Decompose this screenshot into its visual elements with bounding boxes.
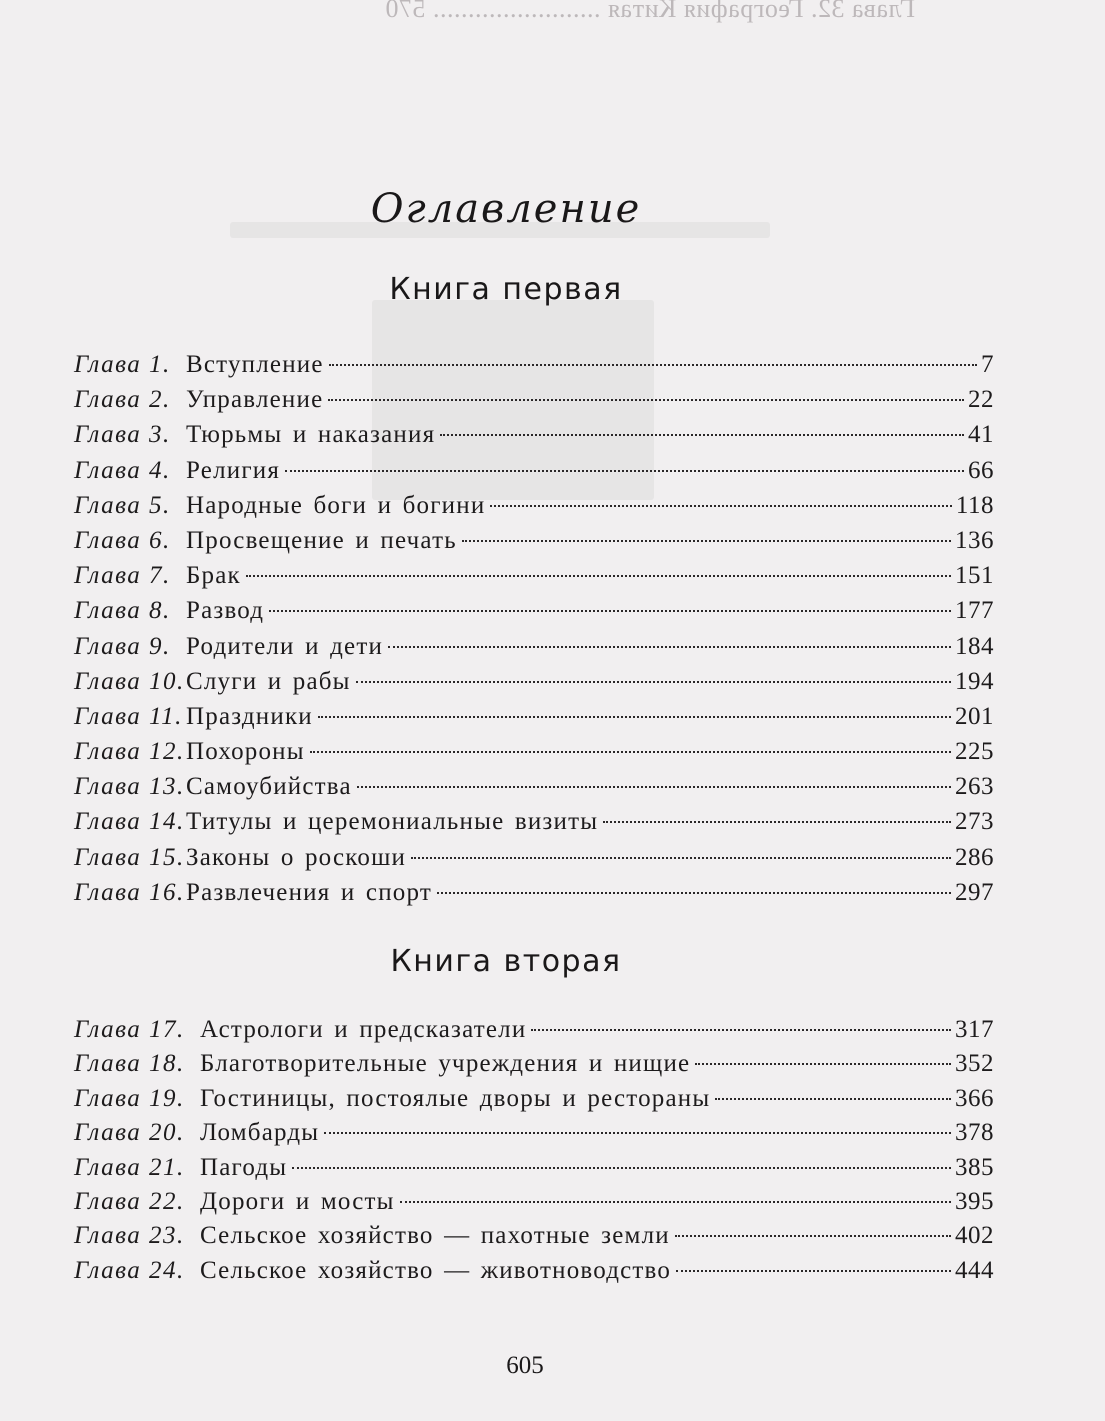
toc-entry[interactable]	[74, 488, 994, 523]
chapter-page-number: 225	[955, 738, 994, 766]
chapter-page-number: 286	[955, 843, 994, 871]
chapter-title: Пагоды	[200, 1153, 288, 1181]
chapter-page-number: 385	[955, 1153, 994, 1181]
toc-entry[interactable]	[74, 1253, 994, 1287]
chapter-label: Глава 16.	[74, 878, 185, 906]
chapter-title: Вступление	[186, 351, 324, 378]
chapter-title: Титулы и церемониальные визиты	[186, 808, 599, 836]
chapter-label: Глава 20.	[74, 1119, 185, 1147]
dot-leader	[310, 751, 951, 753]
dot-leader	[246, 575, 951, 577]
chapter-page-number: 366	[955, 1084, 994, 1112]
chapter-label: Глава 5.	[74, 491, 171, 519]
book-one-title: Книга первая	[389, 272, 623, 307]
chapter-title: Брак	[186, 562, 241, 590]
toc-entry[interactable]	[74, 1012, 994, 1046]
dot-leader	[285, 470, 964, 472]
chapter-label: Глава 19.	[74, 1084, 185, 1112]
toc-entry[interactable]	[74, 523, 994, 558]
toc-entry[interactable]	[74, 1150, 994, 1184]
book-two-chapter-list	[74, 1012, 994, 1287]
chapter-page-number: 7	[981, 351, 994, 378]
chapter-title: Тюрьмы и наказания	[186, 421, 436, 449]
chapter-title: Развлечения и спорт	[186, 878, 432, 906]
chapter-title: Астрологи и предсказатели	[200, 1016, 527, 1043]
chapter-page-number: 177	[955, 597, 994, 625]
chapter-title: Родители и дети	[186, 632, 384, 660]
dot-leader	[411, 857, 951, 859]
toc-entry[interactable]	[74, 1081, 994, 1115]
page-number: 605	[506, 1352, 544, 1379]
toc-entry[interactable]	[74, 629, 994, 664]
chapter-page-number: 184	[955, 632, 994, 660]
dot-leader	[318, 716, 951, 718]
chapter-label: Глава 13.	[74, 773, 185, 801]
toc-entry[interactable]	[74, 1218, 994, 1252]
chapter-title: Народные боги и богини	[186, 491, 486, 519]
chapter-label: Глава 24.	[74, 1256, 185, 1284]
chapter-title: Ломбарды	[200, 1119, 320, 1147]
chapter-page-number: 444	[955, 1256, 994, 1284]
dot-leader	[675, 1235, 951, 1237]
chapter-page-number: 297	[955, 878, 994, 906]
chapter-title: Просвещение и печать	[186, 526, 457, 554]
toc-entry[interactable]	[74, 699, 994, 734]
chapter-title: Развод	[186, 597, 265, 625]
chapter-label: Глава 11.	[74, 702, 183, 730]
chapter-page-number: 317	[955, 1016, 994, 1043]
chapter-page-number: 22	[968, 386, 994, 414]
dot-leader	[356, 681, 951, 683]
dot-leader	[695, 1063, 951, 1065]
chapter-page-number: 395	[955, 1187, 994, 1215]
dot-leader	[292, 1167, 951, 1169]
chapter-page-number: 66	[968, 456, 994, 484]
chapter-label: Глава 3.	[74, 421, 171, 449]
chapter-page-number: 201	[955, 702, 994, 730]
chapter-label: Глава 14.	[74, 808, 185, 836]
chapter-title: Слуги и рабы	[186, 667, 351, 695]
chapter-page-number: 378	[955, 1119, 994, 1147]
toc-title: Оглавление	[370, 186, 642, 232]
chapter-title: Праздники	[186, 702, 313, 730]
dot-leader	[329, 364, 977, 366]
chapter-label: Глава 8.	[74, 597, 171, 625]
dot-leader	[357, 786, 951, 788]
dot-leader	[440, 434, 964, 436]
chapter-page-number: 151	[955, 562, 994, 590]
book-one-chapter-list	[74, 347, 994, 910]
chapter-title: Благотворительные учреждения и нищие	[200, 1050, 691, 1078]
book-two-title: Книга вторая	[390, 944, 622, 979]
dot-leader	[715, 1098, 951, 1100]
toc-entry[interactable]	[74, 453, 994, 488]
chapter-title: Законы о роскоши	[186, 843, 407, 871]
chapter-title: Религия	[186, 456, 281, 484]
dot-leader	[388, 646, 951, 648]
toc-entry[interactable]	[74, 382, 994, 417]
toc-entry[interactable]	[74, 804, 994, 839]
chapter-title: Сельское хозяйство — животноводство	[200, 1256, 672, 1284]
toc-entry[interactable]	[74, 417, 994, 452]
toc-entry[interactable]	[74, 734, 994, 769]
dot-leader	[490, 505, 952, 507]
chapter-label: Глава 12.	[74, 738, 185, 766]
chapter-label: Глава 18.	[74, 1050, 185, 1078]
dot-leader	[676, 1270, 951, 1272]
chapter-label: Глава 21.	[74, 1153, 185, 1181]
toc-entry[interactable]	[74, 840, 994, 875]
chapter-title: Гостиницы, постоялые дворы и рестораны	[200, 1084, 711, 1112]
toc-entry[interactable]	[74, 875, 994, 910]
chapter-page-number: 273	[955, 808, 994, 836]
toc-entry[interactable]	[74, 1046, 994, 1080]
chapter-page-number: 194	[955, 667, 994, 695]
toc-entry[interactable]	[74, 1184, 994, 1218]
chapter-page-number: 41	[968, 421, 994, 449]
chapter-page-number: 402	[955, 1222, 994, 1250]
chapter-label: Глава 17.	[74, 1016, 185, 1043]
toc-entry[interactable]	[74, 1115, 994, 1149]
chapter-title: Сельское хозяйство — пахотные земли	[200, 1222, 670, 1250]
chapter-title: Дороги и мосты	[200, 1187, 395, 1215]
toc-entry[interactable]	[74, 769, 994, 804]
dot-leader	[269, 610, 951, 612]
toc-entry[interactable]	[74, 664, 994, 699]
dot-leader	[462, 540, 951, 542]
toc-entry[interactable]	[74, 593, 994, 628]
chapter-page-number: 136	[955, 526, 994, 554]
chapter-label: Глава 2.	[74, 386, 171, 414]
chapter-label: Глава 23.	[74, 1222, 185, 1250]
chapter-label: Глава 1.	[74, 351, 171, 378]
chapter-label: Глава 9.	[74, 632, 171, 660]
chapter-page-number: 352	[955, 1050, 994, 1078]
dot-leader	[437, 892, 951, 894]
dot-leader	[328, 399, 964, 401]
chapter-label: Глава 7.	[74, 562, 171, 590]
toc-entry[interactable]	[74, 347, 994, 382]
chapter-page-number: 263	[955, 773, 994, 801]
show-through-header: Глава 32. География Китая ........................ 570	[385, 0, 916, 23]
dot-leader	[531, 1029, 951, 1031]
dot-leader	[603, 821, 951, 823]
chapter-label: Глава 22.	[74, 1187, 185, 1215]
chapter-title: Управление	[186, 386, 324, 414]
chapter-label: Глава 4.	[74, 456, 171, 484]
dot-leader	[400, 1201, 951, 1203]
toc-entry[interactable]	[74, 558, 994, 593]
chapter-label: Глава 6.	[74, 526, 171, 554]
chapter-page-number: 118	[955, 491, 994, 519]
chapter-label: Глава 10.	[74, 667, 185, 695]
chapter-title: Самоубийства	[186, 773, 352, 801]
dot-leader	[324, 1132, 951, 1134]
chapter-label: Глава 15.	[74, 843, 185, 871]
chapter-title: Похороны	[186, 738, 305, 766]
